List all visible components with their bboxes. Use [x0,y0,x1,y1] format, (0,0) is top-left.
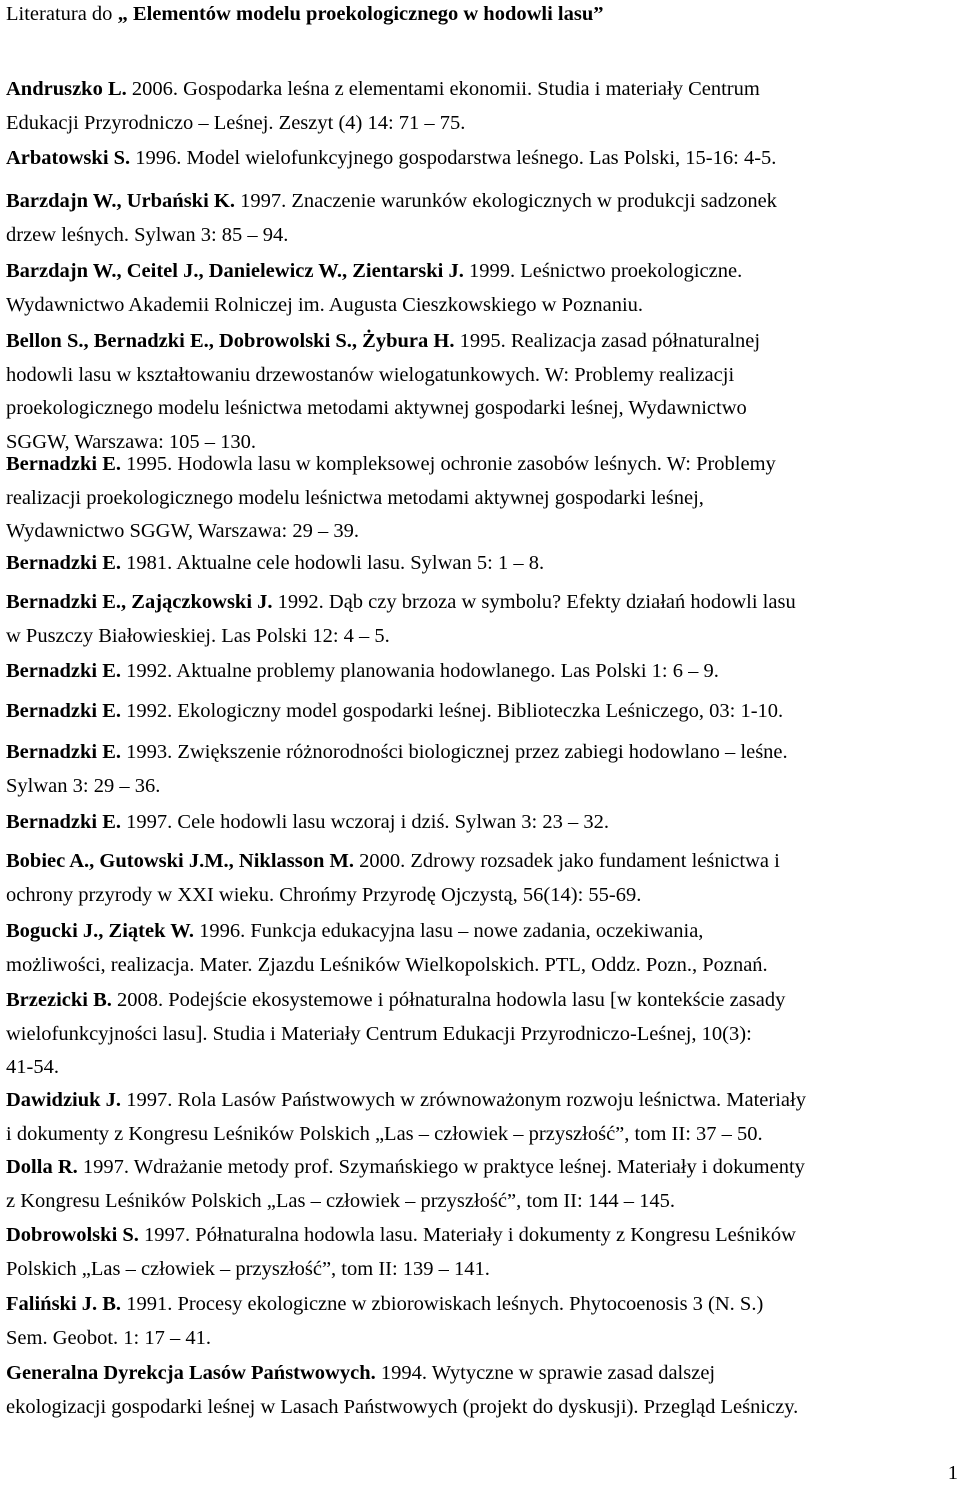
bibliography-entry [6,806,956,840]
bibliography-entry [6,984,956,1085]
entry-authors: Bernadzki E. [6,453,122,475]
bibliography-entry [6,547,956,581]
entry-line: proekologicznego modelu leśnictwa metodami aktywnej gospodarki leśnej, Wydawnictwo [6,397,747,419]
entry-line: drzew leśnych. Sylwan 3: 85 – 94. [6,223,289,246]
entry-authors: Barzdajn W., Ceitel J., Danielewicz W., Zientarski J. [6,260,464,282]
entry-line: 1991. Procesy ekologiczne w zbiorowiskach leśnych. Phytocoenosis 3 (N. S.) [121,1293,764,1315]
entry-line: Polskich „Las – człowiek – przyszłość”, tom II: 139 – 141. [6,1257,490,1280]
bibliography-entry [6,1084,956,1151]
entry-authors: Bernadzki E., Zajączkowski J. [6,591,273,613]
entry-line: 1997. Znaczenie warunków ekologicznych w produkcji sadzonek [234,190,777,212]
bibliography-entry [6,73,956,140]
entry-authors: Bernadzki E. [6,552,122,574]
entry-authors: Bernadzki E. [6,660,122,682]
page-number: 1 [947,1462,958,1484]
bibliography-entry [6,448,956,549]
entry-line: 2008. Podejście ekosystemowe i półnaturalna hodowla lasu [w kontekście zasady [111,989,786,1011]
entry-line: ochrony przyrody w XXI wieku. Chrońmy Przyrodę Ojczystą, 56(14): 55-69. [6,883,642,906]
entry-authors: Bernadzki E. [6,811,122,833]
entry-line: ekologizacji gospodarki leśnej w Lasach Państwowych (projekt do dyskusji). Przegląd Leśniczy. [6,1395,799,1418]
entry-line: 1992. Aktualne problemy planowania hodowlanego. Las Polski 1: 6 – 9. [121,660,719,682]
entry-line: i dokumenty z Kongresu Leśników Polskich „Las – człowiek – przyszłość”, tom II: 37 – 50. [6,1122,763,1145]
entry-line: 1993. Zwiększenie różnorodności biologicznej przez zabiegi hodowlano – leśne. [121,741,788,763]
entry-authors: Bellon S., Bernadzki E., Dobrowolski S., Żybura H. [6,330,455,352]
entry-authors: Bogucki J., Ziątek W. [6,920,194,942]
entry-line: 1999. Leśnictwo proekologiczne. [463,260,743,282]
entry-authors: Arbatowski S. [6,147,131,169]
entry-line: Wydawnictwo Akademii Rolniczej im. Augusta Cieszkowskiego w Poznaniu. [6,293,644,316]
entry-authors: Andruszko L. [6,78,127,100]
page-title [6,1,604,27]
entry-line: 1992. Ekologiczny model gospodarki leśnej. Biblioteczka Leśniczego, 03: 1-10. [121,700,784,722]
bibliography-entry [6,695,956,729]
bibliography-entry [6,915,956,982]
bibliography-entry [6,185,956,252]
bibliography-entry [6,1288,956,1355]
entry-line: w Puszczy Białowieskiej. Las Polski 12: 4 – 5. [6,624,390,647]
bibliography-entry [6,655,956,689]
entry-line: możliwości, realizacja. Mater. Zjazdu Leśników Wielkopolskich. PTL, Oddz. Pozn., Poznań. [6,953,768,976]
entry-line: 1995. Hodowla lasu w kompleksowej ochronie zasobów leśnych. W: Problemy [121,453,776,475]
entry-authors: Dawidziuk J. [6,1089,122,1111]
entry-authors: Dobrowolski S. [6,1224,139,1246]
entry-authors: Bernadzki E. [6,700,122,722]
bibliography-entry [6,586,956,653]
entry-line: realizacji proekologicznego modelu leśnictwa metodami aktywnej gospodarki leśnej, [6,486,704,509]
title-prefix: Literatura do [6,3,118,25]
entry-authors: Generalna Dyrekcja Lasów Państwowych. [6,1362,376,1384]
bibliography-entry [6,845,956,912]
entry-line: 1996. Model wielofunkcyjnego gospodarstwa leśnego. Las Polski, 15-16: 4-5. [130,147,777,169]
entry-line: Sylwan 3: 29 – 36. [6,774,161,797]
entry-line: 1997. Wdrażanie metody prof. Szymańskiego w praktyce leśnej. Materiały i dokumenty [77,1156,805,1178]
entry-authors: Barzdajn W., Urbański K. [6,190,235,212]
bibliography-entry [6,142,956,176]
entry-line: z Kongresu Leśników Polskich „Las – człowiek – przyszłość”, tom II: 144 – 145. [6,1189,675,1212]
entry-authors: Faliński J. B. [6,1293,122,1315]
entry-line: 1981. Aktualne cele hodowli lasu. Sylwan 5: 1 – 8. [121,552,545,574]
bibliography-entry [6,325,956,459]
entry-authors: Brzezicki B. [6,989,112,1011]
bibliography-entry [6,255,956,322]
entry-line: 1997. Półnaturalna hodowla lasu. Materiały i dokumenty z Kongresu Leśników [138,1224,796,1246]
entry-line: 41-54. [6,1056,59,1078]
entry-line: Wydawnictwo SGGW, Warszawa: 29 – 39. [6,520,359,542]
entry-line: SGGW, Warszawa: 105 – 130. [6,430,257,453]
entry-line: 1994. Wytyczne w sprawie zasad dalszej [375,1362,716,1384]
bibliography-entry [6,736,956,803]
entry-authors: Dolla R. [6,1156,78,1178]
entry-line: 2000. Zdrowy rozsadek jako fundament leśnictwa i [353,850,780,872]
entry-line: Edukacji Przyrodniczo – Leśnej. Zeszyt (4) 14: 71 – 75. [6,111,466,134]
entry-line: 1997. Rola Lasów Państwowych w zrównoważonym rozwoju leśnictwa. Materiały [121,1089,806,1111]
title-bold: „ Elementów modelu proekologicznego w hodowli lasu” [117,3,604,25]
entry-line: 1997. Cele hodowli lasu wczoraj i dziś. Sylwan 3: 23 – 32. [121,811,609,833]
entry-line: 1992. Dąb czy brzoza w symbolu? Efekty działań hodowli lasu [272,591,796,613]
entry-line: wielofunkcyjności lasu]. Studia i Materiały Centrum Edukacji Przyrodniczo-Leśnej, 10(3): [6,1022,752,1045]
entry-authors: Bernadzki E. [6,741,122,763]
bibliography-entry [6,1151,956,1218]
bibliography-entry [6,1357,956,1424]
entry-line: 1995. Realizacja zasad półnaturalnej [454,330,761,352]
entry-line: 2006. Gospodarka leśna z elementami ekonomii. Studia i materiały Centrum [126,78,760,100]
bibliography-entry [6,1219,956,1286]
entry-line: 1996. Funkcja edukacyjna lasu – nowe zadania, oczekiwania, [193,920,704,942]
entry-authors: Bobiec A., Gutowski J.M., Niklasson M. [6,850,354,872]
entry-line: hodowli lasu w kształtowaniu drzewostanów wielogatunkowych. W: Problemy realizacji [6,363,735,386]
entry-line: Sem. Geobot. 1: 17 – 41. [6,1326,211,1349]
